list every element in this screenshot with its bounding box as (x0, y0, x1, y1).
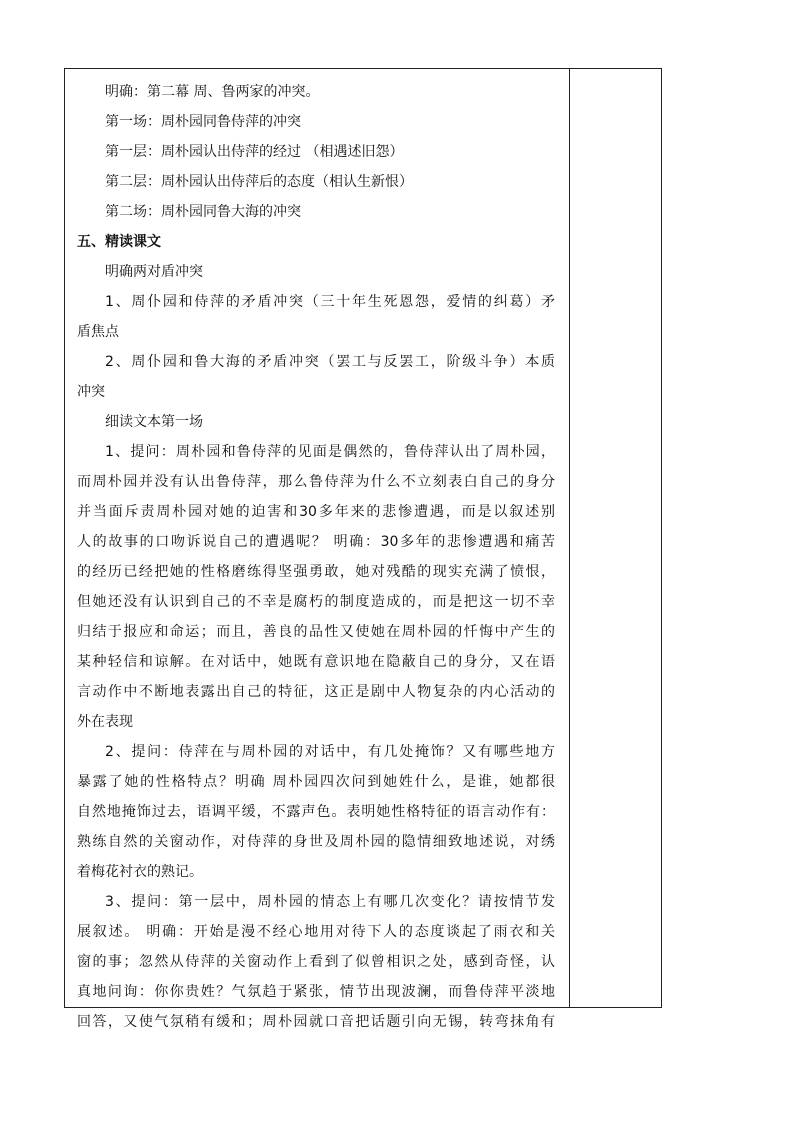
text-line: 的经历已经把她的性格磨练得坚强勇敢，她对残酷的现实充满了愤恨， (77, 564, 555, 580)
text-line: 外在表现 (77, 714, 133, 730)
text-line: 窗的事；忽然从侍萍的关窗动作上看到了似曾相识之处，感到奇怪，认 (77, 954, 555, 970)
text-line: 归结于报应和命运；而且，善良的品性又使她在周朴园的忏悔中产生的 (77, 624, 555, 640)
text-line: 人的故事的口吻诉说自己的遭遇呢？ 明确：30多年的悲惨遭遇和痛苦 (77, 534, 555, 550)
text-line: 而周朴园并没有认出鲁侍萍，那么鲁侍萍为什么不立刻表白自己的身分 (77, 474, 555, 490)
notes-cell (570, 69, 661, 1007)
text-line: 自然地掩饰过去，语调平缓，不露声色。表明她性格特征的语言动作有： (77, 804, 555, 820)
content-cell (77, 77, 555, 1037)
text-line: 展叙述。 明确：开始是漫不经心地用对待下人的态度谈起了雨衣和关 (77, 924, 555, 940)
text-line: 言动作中不断地表露出自己的特征，这正是剧中人物复杂的内心活动的 (77, 684, 555, 700)
text-line: 3、提问：第一层中，周朴园的情态上有哪几次变化？请按情节发 (105, 894, 555, 910)
text-line: 第一层：周朴园认出侍萍的经过 （相遇述旧怨） (105, 144, 404, 160)
text-line: 冲突 (77, 384, 105, 400)
section-heading: 五、精读课文 (77, 234, 161, 250)
text-line: 第二层：周朴园认出侍萍后的态度（相认生新恨） (105, 174, 413, 190)
text-line: 第二场：周朴园同鲁大海的冲突 (105, 204, 301, 220)
text-line: 并当面斥责周朴园对她的迫害和30多年来的悲惨遭遇，而是以叙述别 (77, 504, 555, 520)
text-line: 回答，又使气氛稍有缓和；周朴园就口音把话题引向无锡，转弯抹角有 (77, 1014, 555, 1030)
text-line: 真地问询：你你贵姓？气氛趋于紧张，情节出现波澜，而鲁侍萍平淡地 (77, 984, 555, 1000)
text-line: 但她还没有认识到自己的不幸是腐朽的制度造成的，而是把这一切不幸 (77, 594, 555, 610)
text-line: 熟练自然的关窗动作，对侍萍的身世及周朴园的隐情细致地述说，对绣 (77, 834, 555, 850)
text-line: 明确两对盾冲突 (105, 264, 203, 280)
text-line: 第一场：周朴园同鲁侍萍的冲突 (105, 114, 301, 130)
text-line: 1、提问：周朴园和鲁侍萍的见面是偶然的，鲁侍萍认出了周朴园， (105, 444, 555, 460)
text-line: 着梅花衬衣的熟记。 (77, 864, 203, 880)
text-line: 盾焦点 (77, 324, 119, 340)
text-line: 2、周仆园和鲁大海的矛盾冲突（罢工与反罢工，阶级斗争）本质 (105, 354, 555, 370)
text-line: 细读文本第一场 (105, 414, 203, 430)
text-line: 明确：第二幕 周、鲁两家的冲突。 (105, 84, 320, 100)
text-line: 1、周仆园和侍萍的矛盾冲突（三十年生死恩怨，爱情的纠葛）矛 (105, 294, 555, 310)
text-line: 某种轻信和谅解。在对话中，她既有意识地在隐蔽自己的身分，又在语 (77, 654, 555, 670)
text-line: 暴露了她的性格特点？明确 周朴园四次问到她姓什么，是谁，她都很 (77, 774, 555, 790)
lesson-table (64, 68, 662, 1030)
text-line: 2、提问：侍萍在与周朴园的对话中，有几处掩饰？又有哪些地方 (105, 744, 555, 760)
